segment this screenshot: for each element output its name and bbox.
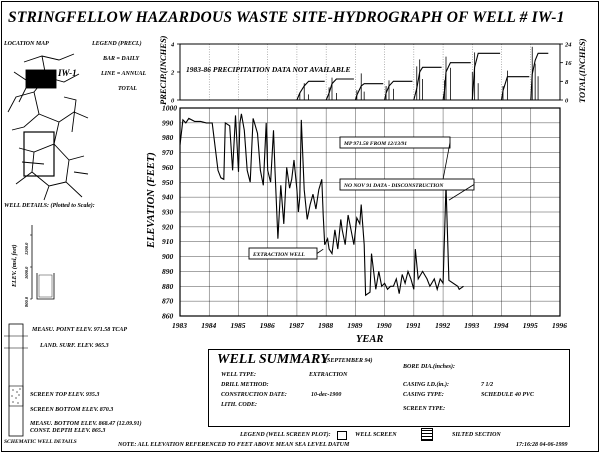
annual-total-line-1987 <box>297 81 325 100</box>
precip-ytick-label: 4 <box>171 41 175 49</box>
summary-date: (SEPTEMBER 94) <box>325 358 373 364</box>
xtick-label: 1988 <box>318 321 334 330</box>
ytick-label: 970 <box>162 148 174 158</box>
annual-total-line-1989 <box>355 84 383 100</box>
casing-type-label: CASING TYPE: <box>403 392 444 398</box>
casing-id-value: 7 1/2 <box>481 382 494 388</box>
xtick-label: 1983 <box>172 321 187 330</box>
total-ytick-label: 24 <box>565 41 572 49</box>
xtick-label: 1987 <box>288 321 304 330</box>
precip-ytick-label: 2 <box>171 69 175 77</box>
well-screen-swatch <box>337 431 347 440</box>
ytick-label: 890 <box>162 266 174 276</box>
annual-total-line-1992 <box>443 63 471 100</box>
footer-timestamp: 17:16:28 04-06-1999 <box>516 442 568 448</box>
measu-point-elev: MEASU. POINT ELEV. 971.58 TCAP <box>32 327 128 333</box>
screen-top-elev: SCREEN TOP ELEV. 935.3 <box>30 392 100 398</box>
elev-tick-1200: 1200.0 <box>24 242 29 255</box>
schematic-label: SCHEMATIC WELL DETAILS <box>4 439 77 445</box>
ytick-label: 950 <box>162 177 174 187</box>
construction-date-value: 10-dec-1900 <box>311 392 342 398</box>
annual-total-line-1991 <box>414 67 442 100</box>
elev-axis-label: ELEV. (msl, feet) <box>12 244 18 287</box>
legend-total: TOTAL <box>118 86 137 92</box>
xtick-label: 1991 <box>405 321 421 330</box>
well-summary-box <box>208 349 570 427</box>
measu-bottom-elev: MEASU. BOTTOM ELEV. 868.47 (12.09.91) <box>30 421 142 427</box>
annotation-text: EXTRACTION WELL <box>253 252 305 258</box>
xtick-label: 1993 <box>464 321 480 330</box>
annual-total-line-1993 <box>472 53 500 100</box>
precip-ytick-label: 0 <box>171 97 175 105</box>
silted-section-swatch <box>421 428 433 441</box>
summary-title: WELL SUMMARY <box>217 352 329 367</box>
well-details-label: WELL DETAILS: (Plotted to Scale): <box>4 203 95 209</box>
ytick-label: 1000 <box>162 103 177 113</box>
xtick-label: 1985 <box>230 321 246 330</box>
ytick-label: 870 <box>162 296 174 306</box>
ytick-label: 860 <box>162 311 174 321</box>
total-ylabel: TOTAL(INCHES) <box>577 38 587 103</box>
annual-total-line-1995 <box>531 53 549 100</box>
location-map-label: LOCATION MAP <box>4 41 49 47</box>
const-depth-elev: CONST. DEPTH ELEV. 865.3 <box>30 428 106 434</box>
xtick-label: 1995 <box>522 321 538 330</box>
ytick-label: 930 <box>162 207 174 217</box>
well-type-value: EXTRACTION <box>309 372 348 378</box>
legend-bar: BAR = DAILY <box>103 56 140 62</box>
elev-xlabel: YEAR <box>356 334 384 345</box>
well-type-label: WELL TYPE: <box>221 372 256 378</box>
screen-type-label: SCREEN TYPE: <box>403 406 446 412</box>
elev-tick-1000: 1000.0 <box>24 266 29 279</box>
xtick-label: 1990 <box>376 321 392 330</box>
annual-total-line-1988 <box>326 79 354 100</box>
casing-id-label: CASING I.D.(in.): <box>403 382 450 388</box>
legend-screen-plot: LEGEND (WELL SCREEN PLOT): <box>240 432 331 438</box>
elev-tick-800: 800.0 <box>24 296 29 307</box>
page-title: STRINGFELLOW HAZARDOUS WASTE SITE-HYDROGRAPH OF WELL # IW-1 <box>8 9 565 26</box>
elev-ylabel: ELEVATION (FEET) <box>146 152 157 248</box>
xtick-label: 1984 <box>201 321 217 330</box>
legend-precip: LEGEND (PRECI.) <box>92 41 142 47</box>
ytick-label: 960 <box>162 162 174 172</box>
bore-dia-label: BORE DIA.(inches): <box>403 364 456 370</box>
total-ytick-label: 16 <box>565 60 572 68</box>
annotation-text: NO NOV 91 DATA - DISCONSTRUCTION <box>344 183 444 189</box>
xtick-label: 1989 <box>347 321 363 330</box>
lith-code-label: LITH. CODE: <box>221 402 257 408</box>
ytick-label: 900 <box>162 252 174 262</box>
xtick-label: 1986 <box>259 321 275 330</box>
ytick-label: 990 <box>162 118 174 128</box>
legend-silted: SILTED SECTION <box>452 432 501 438</box>
annotation-text: MP 971.58 FROM 12/13/91 <box>344 141 408 147</box>
land-surf-elev: LAND. SURF. ELEV. 965.3 <box>40 343 109 349</box>
xtick-label: 1996 <box>552 321 567 330</box>
precip-ylabel: PRECIP.(INCHES) <box>158 35 168 105</box>
ytick-label: 980 <box>162 133 174 143</box>
total-ytick-label: 0 <box>565 97 569 105</box>
precip-annotation: 1983-86 PRECIPITATION DATA NOT AVAILABLE <box>186 65 351 74</box>
ytick-label: 940 <box>162 192 174 202</box>
annual-total-line-1994 <box>502 77 530 100</box>
annotation-leader <box>317 249 323 253</box>
total-ytick-label: 8 <box>565 78 569 86</box>
xtick-label: 1992 <box>435 321 451 330</box>
ytick-label: 920 <box>162 222 174 232</box>
construction-date-label: CONSTRUCTION DATE: <box>221 392 287 398</box>
footer-note: NOTE: ALL ELEVATION REFERENCED TO FEET ABOVE MEAN SEA LEVEL DATUM <box>118 442 350 448</box>
screen-bottom-elev: SCREEN BOTTOM ELEV. 870.3 <box>30 407 114 413</box>
ytick-label: 910 <box>162 237 174 247</box>
map-well-label: IW-1 <box>58 68 77 78</box>
casing-type-value: SCHEDULE 40 PVC <box>481 392 535 398</box>
legend-well-screen: WELL SCREEN <box>355 432 397 438</box>
xtick-label: 1994 <box>493 321 509 330</box>
legend-line: LINE = ANNUAL <box>101 71 147 77</box>
ytick-label: 880 <box>162 281 174 291</box>
drill-method-label: DRILL METHOD: <box>221 382 269 388</box>
